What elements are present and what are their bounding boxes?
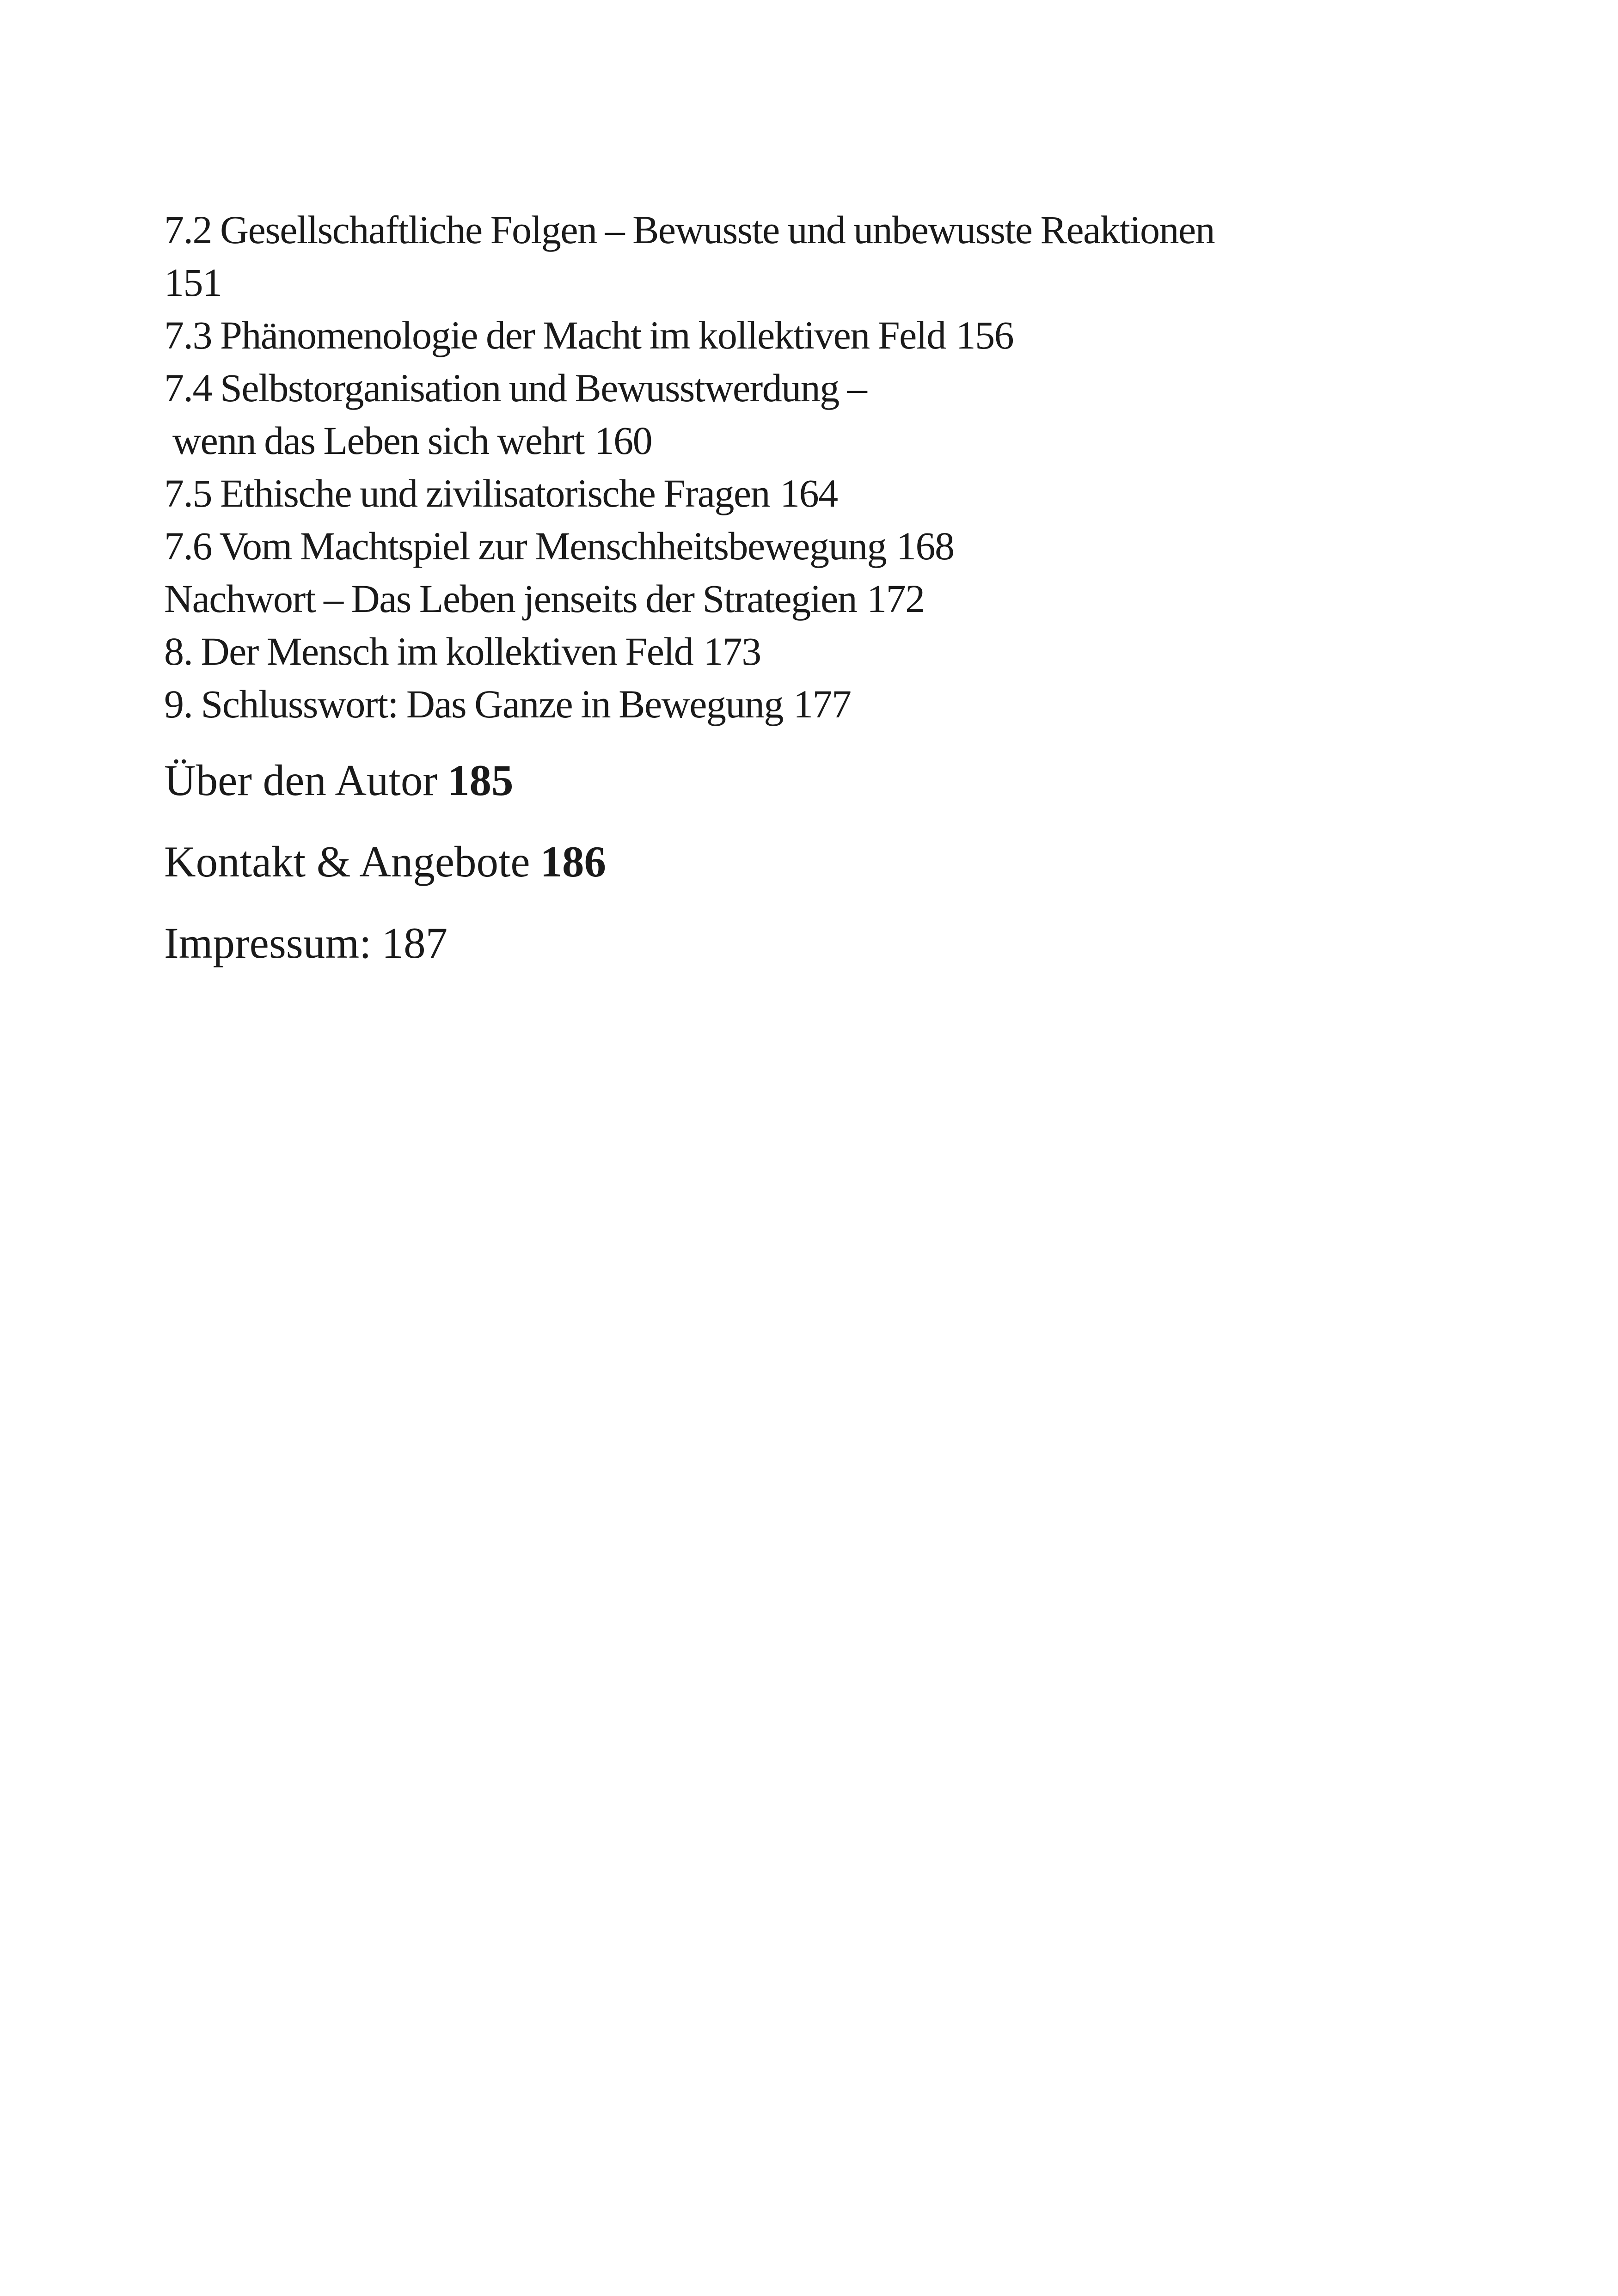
toc-entry-page-number: 173 [703, 629, 761, 673]
toc-entry-page-number: 172 [867, 576, 925, 621]
toc-entry-title: 9. Schlusswort: Das Ganze in Bewegung [164, 682, 783, 726]
toc-entry-title: Nachwort – Das Leben jenseits der Strategien [164, 576, 857, 621]
toc-entry-page-number: 151 [164, 260, 222, 305]
toc-entry-page-number: 185 [447, 756, 514, 805]
toc-entry-imprint [164, 915, 1505, 971]
toc-entry-title: 7.5 Ethische und zivilisatorische Fragen [164, 471, 770, 515]
toc-entry-title: 7.4 Selbstorganisation und Bewusstwerdung – [164, 366, 867, 410]
toc-entry-page-number: 156 [956, 313, 1014, 357]
toc-entry-title: 7.6 Vom Machtspiel zur Menschheitsbewegung [164, 524, 886, 568]
toc-entry-7-3 [164, 309, 1505, 361]
toc-entry-page-number: 164 [780, 471, 838, 515]
toc-entry-title: 7.3 Phänomenologie der Macht im kollektiven Feld [164, 313, 946, 357]
toc-entry-9 [164, 678, 1505, 730]
toc-entry-7-6 [164, 520, 1505, 572]
toc-entry-title: 8. Der Mensch im kollektiven Feld [164, 629, 693, 673]
toc-entry-title: Über den Autor [164, 756, 437, 805]
toc-entry-nachwort [164, 572, 1505, 625]
toc-entry-page-number: 177 [793, 682, 851, 726]
toc-entry-title: 7.2 Gesellschaftliche Folgen – Bewusste und unbewusste Reaktionen [164, 208, 1215, 252]
toc-entry-title: Kontakt & Angebote [164, 837, 530, 886]
toc-entry-7-4-continuation [164, 414, 1505, 467]
toc-entry-page-number: 186 [540, 837, 607, 886]
toc-entry-title: wenn das Leben sich wehrt [172, 418, 584, 463]
toc-entry-page-number: 168 [896, 524, 954, 568]
toc-entry-page-number: 160 [594, 418, 652, 463]
table-of-contents [164, 203, 1505, 971]
toc-entry-7-5 [164, 467, 1505, 520]
toc-entry-page-number: 187 [381, 918, 448, 967]
toc-entry-8 [164, 625, 1505, 678]
toc-entry-about-author [164, 753, 1505, 808]
toc-entry-7-2-page [164, 256, 1505, 309]
toc-entry-contact [164, 834, 1505, 889]
toc-entry-title: Impressum: [164, 918, 372, 967]
toc-entry-7-2 [164, 203, 1505, 256]
toc-entry-7-4 [164, 361, 1505, 414]
